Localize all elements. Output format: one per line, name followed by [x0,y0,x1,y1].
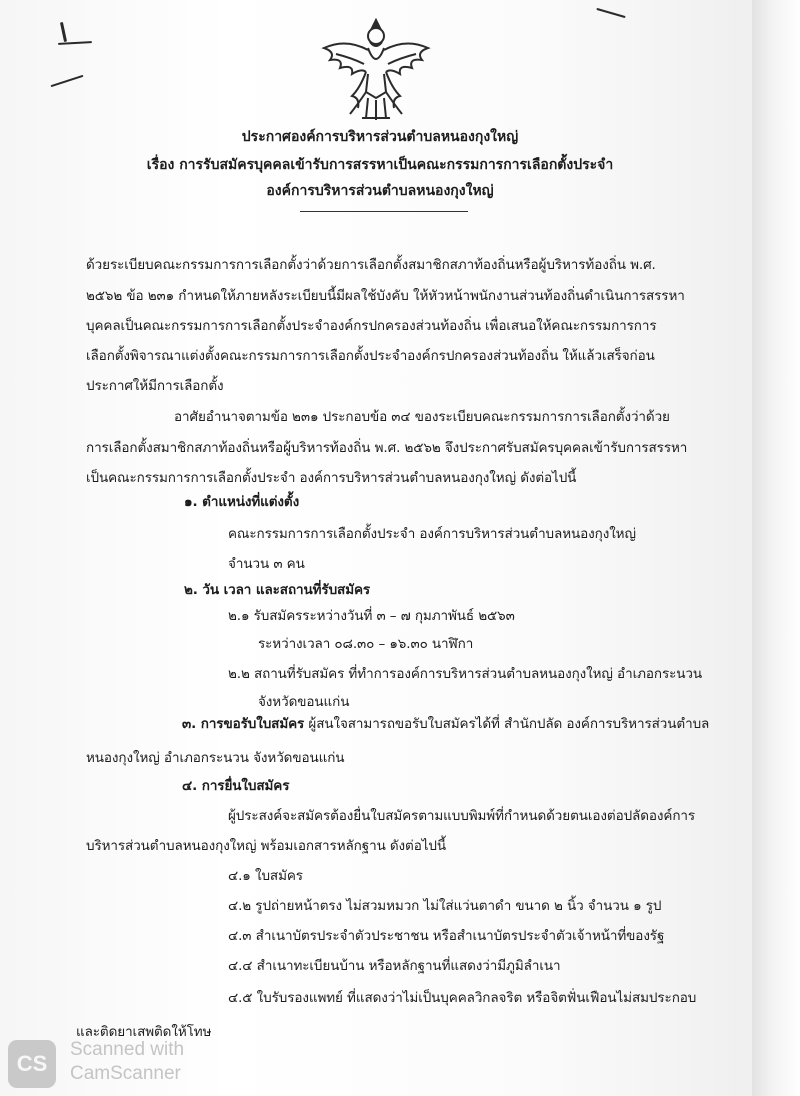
paragraph-line: เป็นคณะกรรมการการเลือกตั้งประจำ องค์การบริหารส่วนตำบลหนองกุงใหญ่ ดังต่อไปนี้ [86,470,577,486]
camscanner-watermark [8,1036,248,1092]
list-item-cont: และติดยาเสพติดให้โทษ [76,1024,212,1040]
section-line: บริหารส่วนตำบลหนองกุงใหญ่ พร้อมเอกสารหลักฐาน ดังต่อไปนี้ [86,838,447,854]
section-line: ๒.๑ รับสมัครระหว่างวันที่ ๓ – ๗ กุมภาพันธ์ ๒๕๖๓ [228,608,515,624]
section-heading: ๒. วัน เวลา และสถานที่รับสมัคร [184,582,371,598]
section-line: ระหว่างเวลา ๐๘.๓๐ – ๑๖.๓๐ นาฬิกา [258,636,474,652]
camscanner-logo-icon: CS [8,1040,56,1088]
watermark-text [70,1038,184,1086]
section-line: จำนวน ๓ คน [228,556,305,572]
paragraph-line: อาศัยอำนาจตามข้อ ๒๓๑ ประกอบข้อ ๓๔ ของระเบียบคณะกรรมการการเลือกตั้งว่าด้วย [174,409,670,425]
section-line: ๒.๒ สถานที่รับสมัคร ที่ทำการองค์การบริหารส่วนตำบลหนองกุงใหญ่ อำเภอกระนวน [228,666,703,682]
list-item: ๔.๒ รูปถ่ายหน้าตรง ไม่สวมหมวก ไม่ใส่แว่นตาดำ ขนาด ๒ นิ้ว จำนวน ๑ รูป [228,898,662,914]
section-paragraph [182,712,709,734]
section-text: ผู้สนใจสามารถขอรับใบสมัครได้ที่ สำนักปลัด องค์การบริหารส่วนตำบล [304,716,710,732]
list-item: ๔.๑ ใบสมัคร [228,868,303,884]
list-item: ๔.๓ สำเนาบัตรประจำตัวประชาชน หรือสำเนาบัตรประจำตัวเจ้าหน้าที่ของรัฐ [228,928,665,944]
section-line: หนองกุงใหญ่ อำเภอกระนวน จังหวัดขอนแก่น [86,750,345,766]
paragraph-line: เลือกตั้งพิจารณาแต่งตั้งคณะกรรมการการเลือกตั้งประจำองค์กรปกครองส่วนท้องถิ่น ให้แล้วเสร็จก่อน [86,348,655,364]
section-line: คณะกรรมการการเลือกตั้งประจำ องค์การบริหารส่วนตำบลหนองกุงใหญ่ [228,526,636,542]
list-item: ๔.๕ ใบรับรองแพทย์ ที่แสดงว่าไม่เป็นบุคคลวิกลจริต หรือจิตฟั่นเฟือนไม่สมประกอบ [228,990,697,1006]
section-line: ผู้ประสงค์จะสมัครต้องยื่นใบสมัครตามแบบพิมพ์ที่กำหนดด้วยตนเองต่อปลัดองค์การ [228,808,696,824]
announcement-subject-cont: องค์การบริหารส่วนตำบลหนองกุงใหญ่ [266,183,494,199]
section-heading: ๑. ตำแหน่งที่แต่งตั้ง [184,494,300,510]
paragraph-line: ด้วยระเบียบคณะกรรมการการเลือกตั้งว่าด้วยการเลือกตั้งสมาชิกสภาท้องถิ่นหรือผู้บริหารท้องถิ่น พ.ศ. [86,257,656,273]
title-divider [300,211,468,212]
section-line: จังหวัดขอนแก่น [258,694,350,710]
paragraph-line: การเลือกตั้งสมาชิกสภาท้องถิ่นหรือผู้บริหารท้องถิ่น พ.ศ. ๒๕๖๒ จึงประกาศรับสมัครบุคคลเข้ารับการสรรหา [86,440,688,456]
paragraph-line: บุคคลเป็นคณะกรรมการการเลือกตั้งประจำองค์กรปกครองส่วนท้องถิ่น เพื่อเสนอให้คณะกรรมการการ [86,318,657,334]
paragraph-line: ประกาศให้มีการเลือกตั้ง [86,378,224,394]
section-heading: ๓. การขอรับใบสมัคร [182,716,305,732]
section-heading: ๔. การยื่นใบสมัคร [182,778,290,794]
paragraph-line: ๒๕๖๒ ข้อ ๒๓๑ กำหนดให้ภายหลังระเบียบนี้มีผลใช้บังคับ ให้หัวหน้าพนักงานส่วนท้องถิ่นดำเนินการสรรหา [86,288,685,304]
announcement-subject: เรื่อง การรับสมัครบุคคลเข้ารับการสรรหาเป็นคณะกรรมการการเลือกตั้งประจำ [146,157,614,173]
list-item: ๔.๔ สำเนาทะเบียนบ้าน หรือหลักฐานที่แสดงว่ามีภูมิลำเนา [228,958,561,974]
watermark-line: Scanned with [70,1039,185,1060]
announcement-title: ประกาศองค์การบริหารส่วนตำบลหนองกุงใหญ่ [241,129,519,145]
garuda-emblem-icon [316,18,436,122]
watermark-line: CamScanner [70,1063,181,1084]
